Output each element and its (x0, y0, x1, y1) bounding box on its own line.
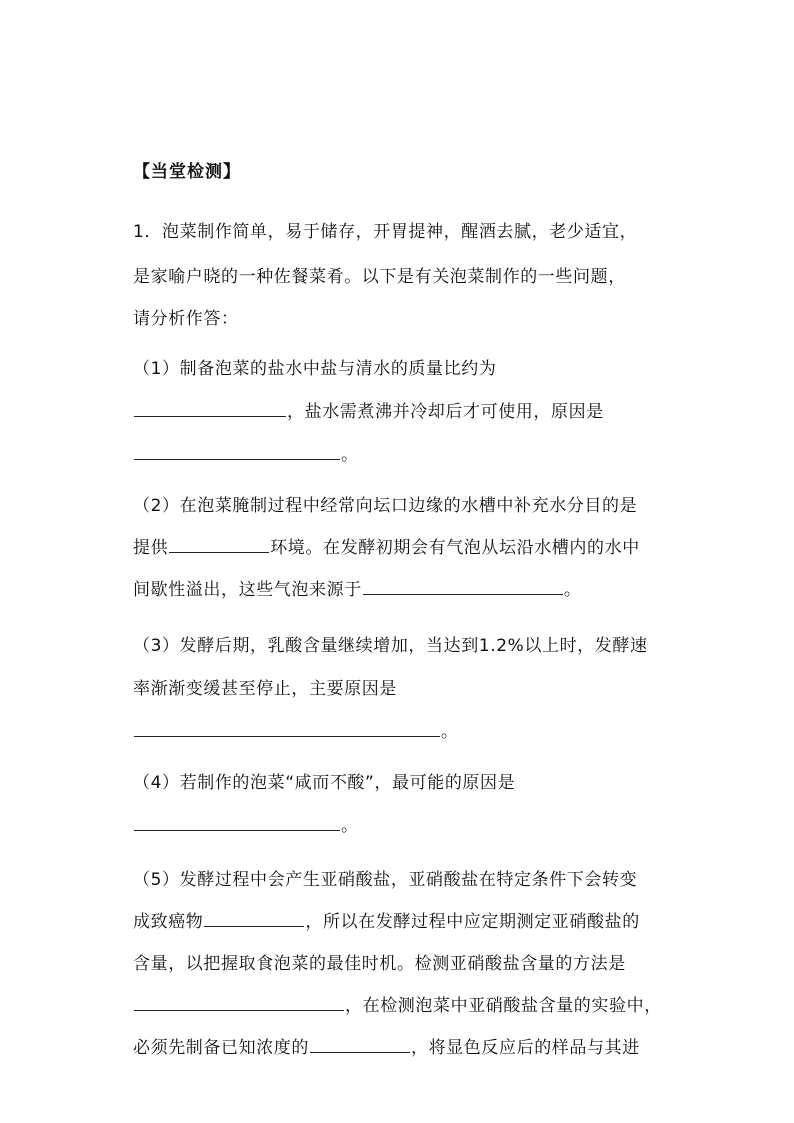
answer-blank[interactable] (134, 816, 340, 831)
answer-blank[interactable] (310, 1038, 410, 1053)
answer-blank[interactable] (134, 722, 440, 737)
part5-line-4 (133, 994, 662, 1018)
part2-text-c: 间歇性溢出，这些气泡来源于 (133, 580, 362, 600)
part1-line-3 (133, 443, 359, 467)
part4-line-2 (133, 814, 359, 838)
answer-blank[interactable] (134, 996, 344, 1011)
part2-end: 。 (563, 580, 582, 600)
part5-line-1: （5）发酵过程中会产生亚硝酸盐，亚硝酸盐在特定条件下会转变 (133, 870, 638, 890)
part3-line-1: （3）发酵后期，乳酸含量继续增加，当达到1.2%以上时，发酵速 (133, 636, 648, 656)
part2-line-1: （2）在泡菜腌制过程中经常向坛口边缘的水槽中补充水分目的是 (133, 496, 638, 516)
part1-end: 。 (341, 445, 359, 465)
part2-line-2 (133, 536, 640, 560)
part2-line-3 (133, 578, 581, 602)
part5-text-d: 必须先制备已知浓度的 (133, 1038, 309, 1058)
part5-line-3: 含量，以把握取食泡菜的最佳时机。检测亚硝酸盐含量的方法是 (133, 954, 626, 974)
part5-text-c: ，在检测泡菜中亚硝酸盐含量的实验中， (345, 996, 662, 1016)
answer-blank[interactable] (134, 445, 340, 460)
question-intro-line-2: 是家喻户晓的一种佐餐菜肴。以下是有关泡菜制作的一些问题， (133, 267, 626, 287)
part5-text-b: ，所以在发酵过程中应定期测定亚硝酸盐的 (305, 912, 640, 932)
part3-line-3 (133, 720, 459, 744)
part5-text-a: 成致癌物 (133, 912, 204, 932)
question-intro-line-1: 1．泡菜制作简单，易于储存，开胃提神，醒酒去腻，老少适宜， (133, 222, 638, 242)
part4-line-1: （4）若制作的泡菜“咸而不酸”，最可能的原因是 (133, 773, 516, 793)
part1-line-2 (133, 400, 604, 424)
part5-line-5 (133, 1036, 640, 1060)
part4-end: 。 (341, 816, 359, 836)
part5-line-2 (133, 910, 640, 934)
part1-line-1: （1）制备泡菜的盐水中盐与清水的质量比约为 (133, 359, 497, 379)
answer-blank[interactable] (134, 402, 286, 417)
answer-blank[interactable] (169, 538, 269, 553)
answer-blank[interactable] (204, 912, 304, 927)
part3-end: 。 (441, 722, 459, 742)
part2-text-a: 提供 (133, 538, 169, 558)
part1-text: ，盐水需煮沸并冷却后才可使用，原因是 (287, 402, 604, 422)
part5-text-e: ，将显色反应后的样品与其进 (411, 1038, 640, 1058)
answer-blank[interactable] (363, 580, 563, 595)
part2-text-b: 环境。在发酵初期会有气泡从坛沿水槽内的水中 (270, 538, 640, 558)
part3-line-2: 率渐渐变缓甚至停止，主要原因是 (133, 679, 397, 699)
question-intro-line-3: 请分析作答： (133, 309, 239, 329)
section-heading: 【当堂检测】 (133, 162, 241, 182)
